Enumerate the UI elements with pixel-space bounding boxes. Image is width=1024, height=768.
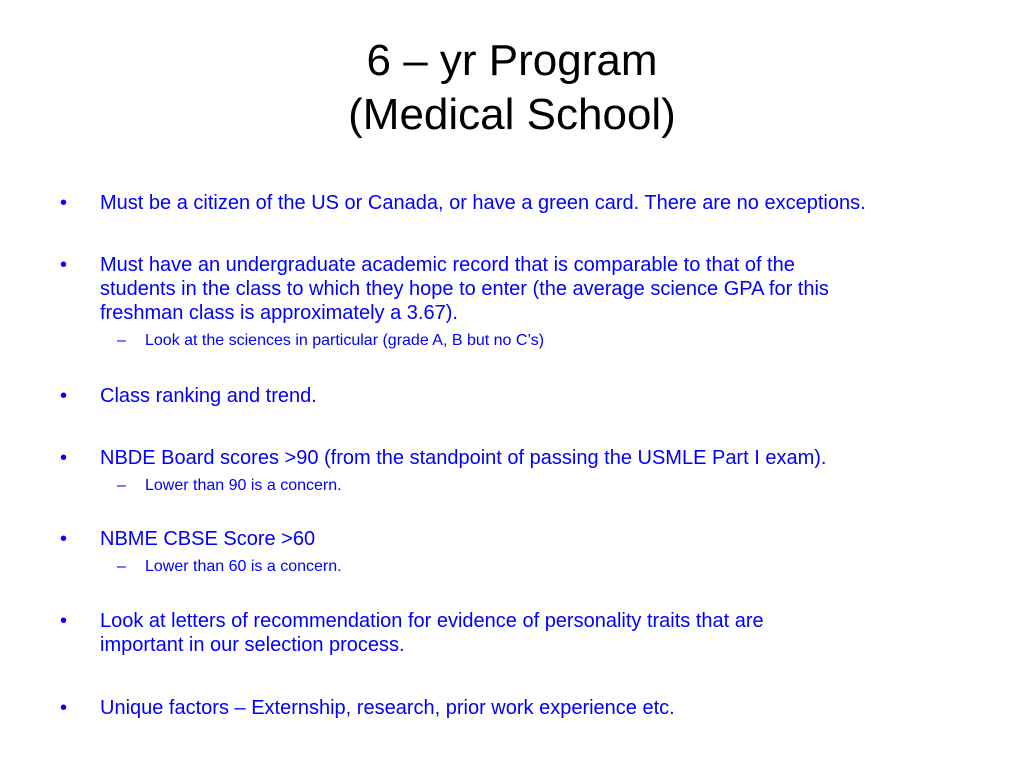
bullet-marker: • — [60, 385, 68, 407]
bullet-item — [0, 384, 1024, 408]
slide-title-line-2: (Medical School) — [348, 90, 676, 139]
sub-bullet-text: Lower than 60 is a concern. — [145, 558, 342, 575]
sub-bullet-item — [0, 557, 1024, 577]
sub-bullet-marker: – — [117, 558, 126, 575]
slide-title-line-1: 6 – yr Program — [366, 36, 658, 85]
bullet-marker: • — [60, 528, 68, 550]
bullet-text: Unique factors – Externship, research, prior work experience etc. — [100, 697, 675, 719]
bullet-item — [0, 609, 1024, 657]
bullet-text: freshman class is approximately a 3.67). — [100, 302, 458, 324]
sub-bullet-text: Lower than 90 is a concern. — [145, 477, 342, 494]
bullet-marker: • — [60, 254, 68, 276]
sub-bullet-text: Look at the sciences in particular (grade A, B but no C’s) — [145, 332, 545, 349]
bullet-item — [0, 527, 1024, 577]
bullet-text: Class ranking and trend. — [100, 385, 317, 407]
sub-bullet-marker: – — [117, 332, 126, 349]
bullet-text: NBDE Board scores >90 (from the standpoint of passing the USMLE Part I exam). — [100, 447, 827, 469]
bullet-text: Look at letters of recommendation for evidence of personality traits that are — [100, 610, 764, 632]
bullet-marker: • — [60, 697, 68, 719]
bullet-item — [0, 696, 1024, 720]
bullet-text: NBME CBSE Score >60 — [100, 528, 316, 550]
bullet-item — [0, 253, 1024, 351]
bullet-marker: • — [60, 192, 68, 214]
bullet-text: Must have an undergraduate academic record that is comparable to that of the — [100, 254, 795, 276]
bullet-text: students in the class to which they hope to enter (the average science GPA for this — [100, 278, 829, 300]
bullet-marker: • — [60, 447, 68, 469]
slide-title — [0, 34, 1024, 142]
bullet-item — [0, 191, 1024, 215]
bullet-text: important in our selection process. — [100, 634, 405, 656]
bullet-item — [0, 446, 1024, 496]
bullet-marker: • — [60, 610, 68, 632]
sub-bullet-item — [0, 476, 1024, 496]
sub-bullet-item — [0, 331, 1024, 351]
bullet-text: Must be a citizen of the US or Canada, or have a green card. There are no exceptions. — [100, 192, 866, 214]
sub-bullet-marker: – — [117, 477, 126, 494]
